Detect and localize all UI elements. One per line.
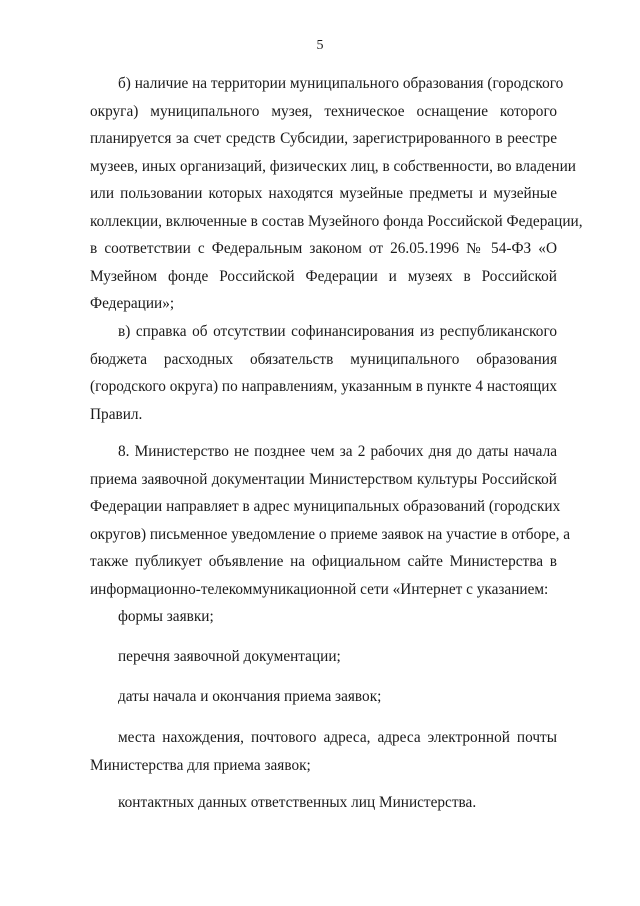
text-line: Министерства для приема заявок; [90,756,311,774]
text-line: контактных данных ответственных лиц Министерства. [118,794,477,811]
list-item-contacts [90,789,557,817]
text-line: (городского округа) по направлениям, указанным в пункте 4 настоящих [90,378,558,395]
text-line: коллекции, включенные в состав Музейного фонда Российской Федерации, [90,212,583,230]
text-line: музеев, иных организаций, физических лиц, в собственности, во владении [90,157,576,175]
text-line: б) наличие на территории муниципального образования (городского [118,75,564,92]
text-line: Федерации»; [90,295,175,312]
text-line: 8. Министерство не позднее чем за 2 рабочих дня до даты начала [118,443,557,460]
text-line: или пользовании которых находятся музейные предметы и музейные [90,185,557,202]
text-line: перечня заявочной документации; [118,648,341,665]
text-line: формы заявки; [118,608,214,625]
text-line: Музейном фонде Российской Федерации и музеях в Российской [90,267,557,285]
text-line: округов) письменное уведомление о приеме заявок на участие в отборе, а [90,525,571,543]
text-line: даты начала и окончания приема заявок; [118,688,382,705]
list-item-dates [90,683,557,711]
text-line: округа) муниципального музея, техническое оснащение которого [90,102,557,120]
list-item-address [90,724,557,779]
text-line: также публикует объявление на официальном сайте Министерства в [90,553,557,570]
page-number: 5 [316,38,324,53]
text-line: Правил. [90,405,143,423]
text-line: места нахождения, почтового адреса, адреса электронной почты [118,729,557,746]
text-line: в) справка об отсутствии софинансирования из республиканского [118,323,557,340]
paragraph-8 [90,438,571,603]
text-line: бюджета расходных обязательств муниципального образования [90,350,557,368]
list-item-forms [90,603,557,631]
list-item-documents [90,643,557,671]
paragraph-b [90,70,583,318]
text-line: в соответствии с Федеральным законом от 26.05.1996 № 54-ФЗ «О [90,240,557,257]
paragraph-v [90,318,557,428]
text-line: приема заявочной документации Министерством культуры Российской [90,470,557,488]
text-line: Федерации направляет в адрес муниципальных образований (городских [90,498,561,515]
text-line: информационно-телекоммуникационной сети «Интернет с указанием: [90,580,549,598]
text-line: планируется за счет средств Субсидии, зарегистрированного в реестре [90,130,557,147]
